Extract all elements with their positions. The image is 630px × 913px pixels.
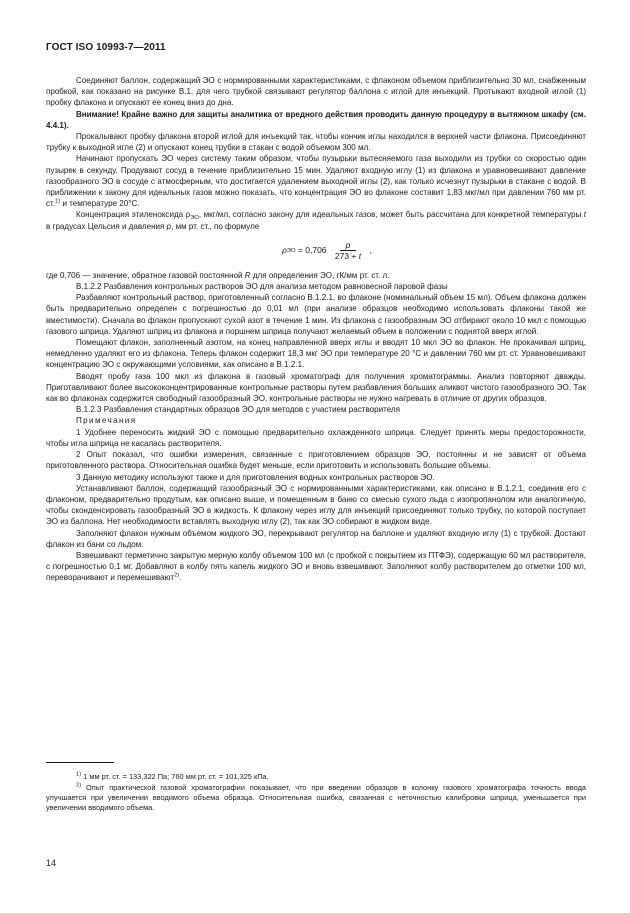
formula-fraction [331,240,365,261]
footnote-2-text: Опыт практической газовой хроматографии показывает, что при введении образцов в колонку газового хроматографа точность ввода улучшается при увеличении вводимого объема образца. Относительная ошибка, связанная с неточностью калибровки шприца, уменьшается при увеличении вводимого объема. [46,782,586,813]
paragraph-6: Разбавляют контрольный раствор, приготовленный согласно В.1.2.1, во флаконе (номинальный объем 15 мл). Объем флакона должен быть предварительно определен с погрешностью до 0,01 мл (при анализе образцов необходимо использовать флаконы такой же вместимости). Сначала во флакон пропускают сухой азот в течение 1 мин. Из флакона с газообразным ЭО отбирают около 10 мкл с помощью газового шприца. Удаляют шприц из флакона и поршнем шприца получают желаемый объем в положении с поднятой вверх иглой. [46,293,586,336]
p5-var-p: p [166,221,172,231]
paragraph-4 [46,153,586,209]
where-R: R [244,270,251,280]
footnote-divider [46,762,114,763]
paragraph-10: Заполняют флакон нужным объемом жидкого ЭО, перекрывают регулятор на баллоне и удаляют входную иглу (1) с трубкой. Достают флакон из бани со льдом. [46,528,586,549]
standard-header: ГОСТ ISO 10993-7—2011 [46,42,166,53]
footnote-1 [46,772,586,782]
section-b123-heading: В.1.2.3 Разбавления стандартных образцов ЭО для методов с участием растворителя [76,405,400,415]
denominator-a: 273 + [334,251,359,262]
p5-text-b: , мкг/мл, согласно закону для идеальных газов, может быть рассчитана для конкретной температуры [198,210,584,220]
denominator-t: t [358,251,362,262]
section-b122-heading: В.1.2.2 Разбавления контрольных растворов ЭО для анализа методом равновесной паровой фазы [76,282,448,292]
note-2: 2 Опыт показал, что ошибки измерения, связанные с приготовлением образцов ЭО, постоянны и не зависят от объема приготовленного раствора. Относительная ошибка будет меньше, если приготовить и использовать большие объемы. [46,450,586,471]
formula-eq: = 0,706 [295,245,329,256]
notes-title: Примечания [76,416,137,426]
paragraph-3: Прокалывают пробку флакона второй иглой для инъекций так, чтобы кончик иглы находился в верхней части флакона. Присоединяют трубку к выходной игле (2) и опускают конец трубки в стакан с водой объемом 300 мл. [46,132,586,153]
footnote-2 [46,783,586,814]
formula-numerator: p [340,240,357,251]
main-content [46,75,586,584]
p5-text-c: в градусах Цельсия и давления [46,221,167,231]
where-b: для определения ЭО, гК/мм рт. ст. л. [250,270,390,280]
paragraph-11-end: . [179,573,182,583]
page-number: 14 [46,858,57,868]
note-1: 1 Удобнее переносить жидкий ЭО с помощью предварительно охлажденного шприца. Следует принять меры предосторожности, чтобы игла шприца не касалась растворителя. [46,427,586,448]
p5-text-d: , мм рт. ст., по формуле [171,221,260,231]
note-3: 3 Данную методику используют также и для приготовления водных контрольных растворов ЭО. [76,472,435,482]
formula-lhs: ρ [282,245,287,256]
paragraph-11-text: Взвешивают герметично закрытую мерную колбу объемом 100 мл (с пробкой с покрытием из ПТФЭ), содержащую 60 мл растворителя, с погрешностью 0,1 мг. Добавляют в колбу пять капель жидкого ЭО и вновь взвешивают. Заполняют колбу растворителем до отметки 100 мл, переворачивают и перемешивают [46,550,586,583]
paragraph-4-text: Начинают пропускать ЭО через систему таким образом, чтобы пузырьки вытесняемого газа выходили из трубки со скоростью один пузырек в секунду. Продувают сосуд в течение приблизительно 15 мин. Удаляют входную иглу (1) из флакона и уравновешивают давление газообразного ЭО в сосуде с атмосферным, что достигается удалением выходной иглы (2), как только исчезнут пузырьки в стакане с водой. В приближении к закону для идеальных газов можно показать, что концентрация ЭО во флаконе составит 1,83 мкг/мл при давлении 760 мм рт. ст. [46,154,586,209]
formula: ρ ЭО = 0,706 $\frac{p}{273 + t}$ , [282,240,372,262]
formula-tail: , [367,245,372,256]
p5-var-t: t [583,210,586,220]
where-a: где 0,706 — значение, обратное газовой постоянной [46,270,245,280]
p5-sub: ЭО [190,215,199,222]
footnotes [46,772,586,814]
paragraph-9: Устанавливают баллон, содержащий газообразный ЭО с нормированными характеристиками, как описано в В.1.2.1, соединив его с флаконом, предварительно продутым, как описано выше, и помещенным в баню со смесью сухого льда с изопропанолом или аналогичную, чтобы сконденсировать газообразный ЭО в жидкость. К флакону через иглу для инъекций присоединяют только трубку, по которой поступает ЭО из баллона. Нет необходимости вставлять выходную иглу (2), так как ЭО собирают в жидком виде. [46,483,586,527]
warning-paragraph: Внимание! Крайне важно для защиты аналитика от вредного действия проводить данную процедуру в вытяжном шкафу (см. 4.4.1). [46,109,586,130]
footnote-1-mark: 1) [76,771,82,778]
p5-text-a: Концентрация этиленоксида ρ [76,210,191,220]
footnote-2-mark: 2) [76,782,82,789]
footnote-ref-2: 2) [174,572,180,579]
paragraph-1: Соединяют баллон, содержащий ЭО с нормированными характеристиками, с флаконом объемом приблизительно 30 мл, снабженным пробкой, как показано на рисунке В.1, для чего трубкой связывают регулятор баллона с иглой для инъекций. Протыкают входной иглой (1) пробку флакона и опускают ее конец вниз до дна. [46,76,586,108]
paragraph-7: Помещают флакон, заполненный азотом, на конец направленной вверх иглы и вводят 10 мкл ЭО во флакон. Не прокачивая шприц, немедленно удаляют его из флакона. Теперь флакон содержит 18,3 мкг ЭО при температуре 20 °С и давлении 760 мм рт. ст. Уравновешивают концентрацию ЭО с окружающими условиями, как описано в В.1.2.1. [46,338,586,370]
paragraph-4-end: и температуре 20°С. [60,199,140,209]
paragraph-8: Вводят пробу газа 100 мкл из флакона в газовый хроматограф для получения хроматограммы. Анализ повторяют дважды. Приготавливают более высококонцентрированные контрольные растворы путем разбавления больших аликвот чистого газообразного ЭО. Так как во флаконах содержится свободный газообразный ЭО, контрольные растворы не нужно нагревать в отличие от других образцов. [46,371,586,404]
footnote-1-text: 1 мм рт. ст. = 133,322 Па; 760 мм рт. ст. = 101,325 кПа. [81,772,269,781]
footnote-ref-1: 1) [55,198,61,205]
where-clause [46,270,586,281]
paragraph-11 [46,550,586,584]
paragraph-5 [46,209,586,231]
formula-denominator [331,251,365,261]
